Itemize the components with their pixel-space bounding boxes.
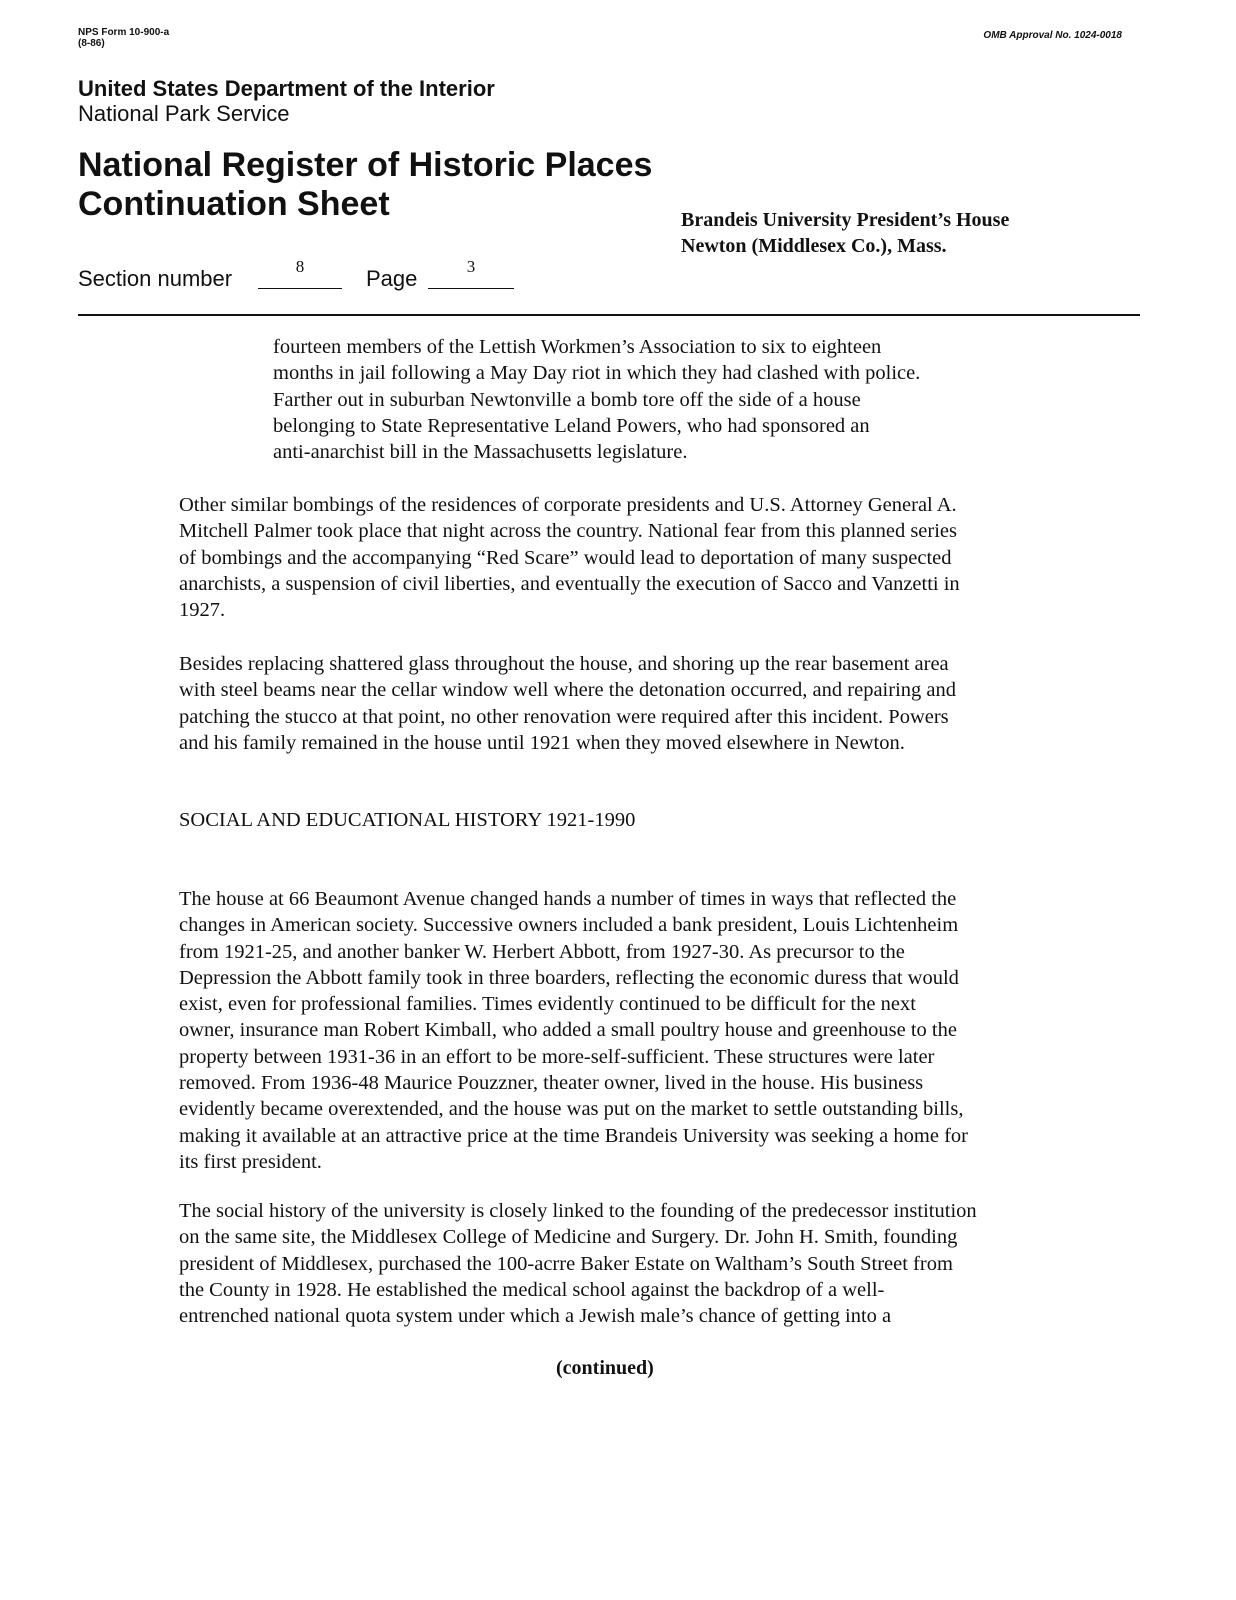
text-line: with steel beams near the cellar window well where the detonation occurred, and repairing and	[179, 679, 956, 702]
quoted-passage	[273, 334, 920, 465]
text-line: anti-anarchist bill in the Massachusetts legislature.	[273, 441, 688, 464]
agency-name: National Park Service	[78, 101, 290, 126]
section-heading: SOCIAL AND EDUCATIONAL HISTORY 1921-1990	[179, 809, 636, 831]
text-line: property between 1931-36 in an effort to be more-self-sufficient. These structures were later	[179, 1045, 935, 1068]
text-line: and his family remained in the house until 1921 when they moved elsewhere in Newton.	[179, 731, 905, 754]
text-line: president of Middlesex, purchased the 100-acrre Baker Estate on Waltham’s South Street from	[179, 1252, 953, 1275]
form-number: NPS Form 10-900-a	[78, 27, 170, 38]
paragraph-university-history	[179, 1198, 977, 1329]
text-line: months in jail following a May Day riot in which they had clashed with police.	[273, 362, 921, 385]
section-number-line	[258, 288, 342, 289]
text-line: on the same site, the Middlesex College of Medicine and Surgery. Dr. John H. Smith, founding	[179, 1226, 958, 1249]
section-number-label: Section number	[78, 266, 233, 291]
text-line: Farther out in suburban Newtonville a bomb tore off the side of a house	[273, 388, 861, 411]
header-divider	[78, 314, 1140, 316]
text-line: owner, insurance man Robert Kimball, who added a small poultry house and greenhouse to the	[179, 1019, 957, 1042]
text-line: of bombings and the accompanying “Red Scare” would lead to deportation of many suspected	[179, 546, 952, 569]
text-line: belonging to State Representative Leland Powers, who had sponsored an	[273, 414, 870, 437]
section-number-value: 8	[295, 257, 305, 276]
section-page-row	[78, 258, 538, 298]
property-name: Brandeis University President’s House	[681, 209, 1010, 231]
continued-note: (continued)	[556, 1357, 654, 1379]
paragraph-bombings	[179, 492, 960, 623]
form-identifier	[78, 27, 169, 49]
text-line: Other similar bombings of the residences of corporate presidents and U.S. Attorney General A.	[179, 494, 957, 516]
text-line: The social history of the university is closely linked to the founding of the predecessor institution	[179, 1200, 977, 1222]
text-line: patching the stucco at that point, no other renovation were required after this incident. Powers	[179, 705, 949, 728]
text-line: Mitchell Palmer took place that night across the country. National fear from this planned series	[179, 520, 958, 543]
page-number-line	[428, 288, 514, 289]
text-line: exist, even for professional families. Times evidently continued to be difficult for the next	[179, 993, 916, 1016]
text-line: from 1921-25, and another banker W. Herbert Abbott, from 1927-30. As precursor to the	[179, 940, 905, 963]
paragraph-owners	[179, 886, 968, 1175]
form-subtitle: Continuation Sheet	[78, 185, 390, 223]
text-line: evidently became overextended, and the house was put on the market to settle outstanding bills,	[179, 1098, 964, 1121]
text-line: fourteen members of the Lettish Workmen’s Association to six to eighteen	[273, 336, 882, 358]
paragraph-repairs	[179, 651, 956, 756]
department-name: United States Department of the Interior	[78, 76, 495, 101]
text-line: anarchists, a suspension of civil liberties, and eventually the execution of Sacco and Vanzetti in	[179, 572, 960, 595]
form-date: (8-86)	[78, 38, 105, 49]
text-line: the County in 1928. He established the medical school against the backdrop of a well-	[179, 1278, 885, 1301]
page-number-value: 3	[466, 257, 476, 276]
text-line: entrenched national quota system under which a Jewish male’s chance of getting into a	[179, 1305, 892, 1328]
text-line: its first president.	[179, 1150, 322, 1173]
text-line: Besides replacing shattered glass throughout the house, and shoring up the rear basement area	[179, 653, 949, 675]
text-line: changes in American society. Successive owners included a bank president, Louis Lichtenheim	[179, 914, 959, 937]
text-line: Depression the Abbott family took in three boarders, reflecting the economic duress that would	[179, 966, 959, 989]
text-line: making it available at an attractive price at the time Brandeis University was seeking a home for	[179, 1124, 968, 1147]
text-line: 1927.	[179, 599, 226, 622]
page-label: Page	[366, 266, 418, 291]
form-title: National Register of Historic Places	[78, 146, 653, 184]
omb-approval: OMB Approval No. 1024-0018	[983, 30, 1122, 41]
text-line: The house at 66 Beaumont Avenue changed hands a number of times in ways that reflected the	[179, 888, 957, 910]
text-line: removed. From 1936-48 Maurice Pouzzner, theater owner, lived in the house. His business	[179, 1072, 924, 1095]
property-location: Newton (Middlesex Co.), Mass.	[681, 235, 947, 257]
